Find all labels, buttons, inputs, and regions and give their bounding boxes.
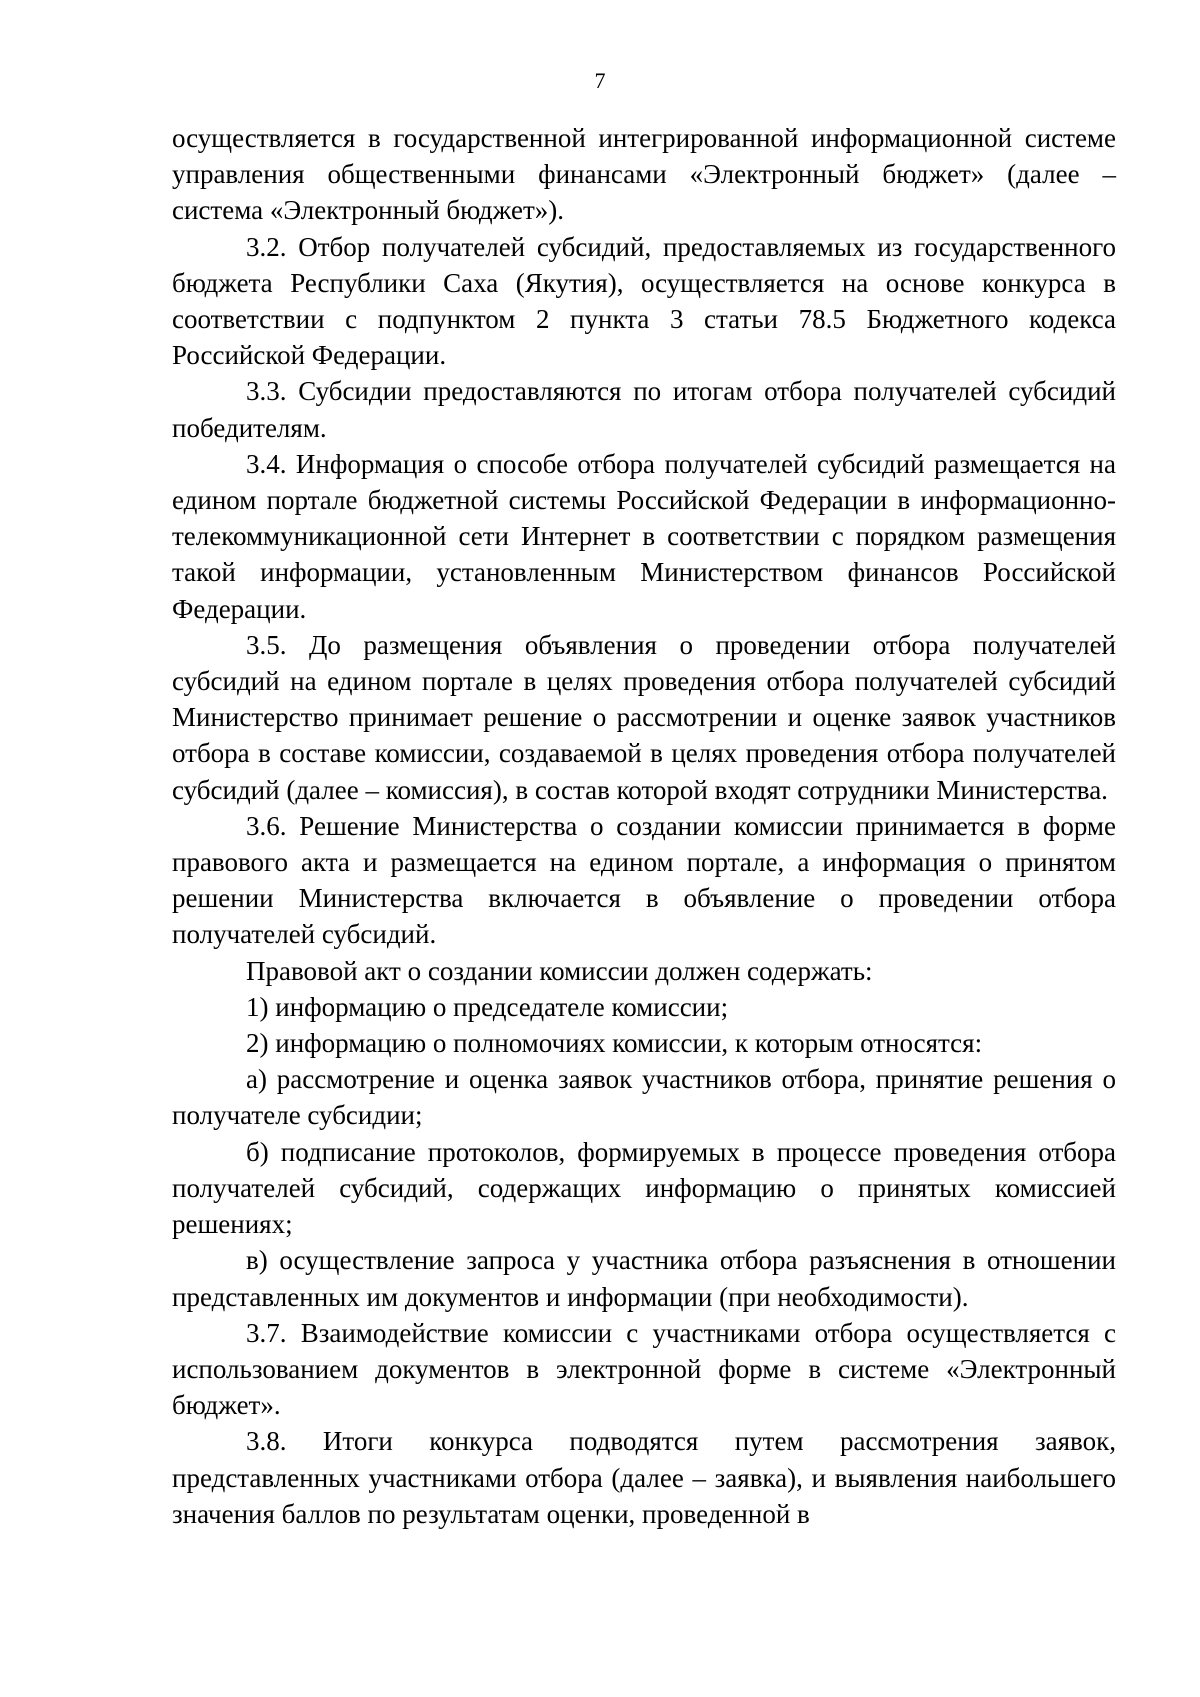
paragraph-3-6: 3.6. Решение Министерства о создании комиссии принимается в форме правового акта и размещается на едином портале, а информация о принятом решении Министерства включается в объявление о проведении отбора получателей субсидий. (172, 810, 1116, 950)
paragraph-3-4: 3.4. Информация о способе отбора получателей субсидий размещается на едином портале бюджетной системы Российской Федерации в информационно-телекоммуникационной сети Интернет в соответствии с порядком размещения такой информации, установленным Министерством финансов Российской Федерации. (172, 448, 1116, 624)
document-body (172, 120, 1116, 1532)
paragraph-3-8: 3.8. Итоги конкурса подводятся путем рассмотрения заявок, представленных участниками отбора (далее – заявка), и выявления наибольшего значения баллов по результатам оценки, проведенной в (172, 1426, 1116, 1529)
sub-item-v: в) осуществление запроса у участника отбора разъяснения в отношении представленных им документов и информации (при необходимости). (172, 1245, 1116, 1312)
paragraph-legal-act-intro: Правовой акт о создании комиссии должен содержать: (246, 955, 873, 986)
paragraph-3-2: 3.2. Отбор получателей субсидий, предоставляемых из государственного бюджета Республики Саха (Якутия), осуществляется на основе конкурса в соответствии с подпунктом 2 пункта 3 статьи 78.5 Бюджетного кодекса Российской Федерации. (172, 231, 1116, 371)
sub-item-b: б) подписание протоколов, формируемых в процессе проведения отбора получателей субсидий, содержащих информацию о принятых комиссией решениях; (172, 1136, 1116, 1240)
list-item-1: 1) информацию о председателе комиссии; (246, 991, 729, 1022)
list-item-2: 2) информацию о полномочиях комиссии, к которым относятся: (246, 1028, 983, 1059)
paragraph-3-7: 3.7. Взаимодействие комиссии с участниками отбора осуществляется с использованием документов в электронной форме в системе «Электронный бюджет». (172, 1317, 1116, 1421)
paragraph-3-3: 3.3. Субсидии предоставляются по итогам отбора получателей субсидий победителям. (172, 376, 1116, 443)
paragraph-3-5: 3.5. До размещения объявления о проведении отбора получателей субсидий на едином портале в целях проведения отбора получателей субсидий Министерство принимает решение о рассмотрении и оценке заявок участников отбора в составе комиссии, создаваемой в целях проведения отбора получателей субсидий (далее – комиссия), в состав которой входят сотрудники Министерства. (172, 629, 1116, 805)
paragraph-continuation: осуществляется в государственной интегрированной информационной системе управления общественными финансами «Электронный бюджет» (далее – система «Электронный бюджет»). (172, 123, 1116, 226)
sub-item-a: а) рассмотрение и оценка заявок участников отбора, принятие решения о получателе субсидии; (172, 1064, 1116, 1131)
page-number: 7 (594, 68, 606, 93)
